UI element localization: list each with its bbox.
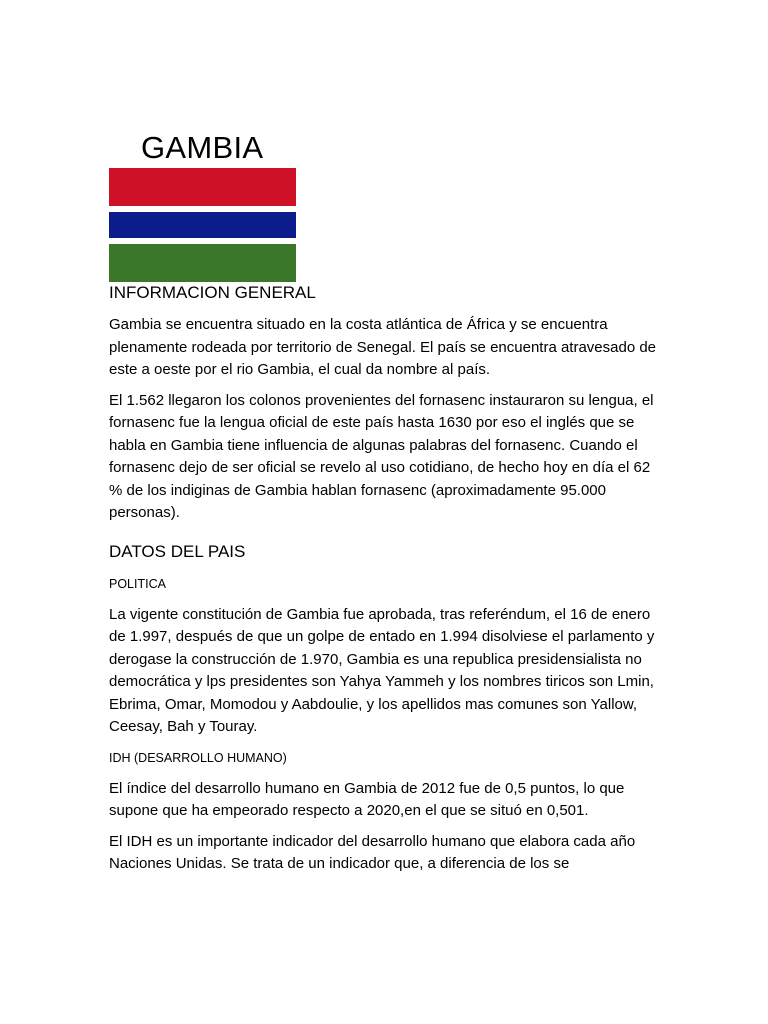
flag-blue-stripe bbox=[109, 212, 296, 238]
paragraph-idh-valor: El índice del desarrollo humano en Gambia de 2012 fue de 0,5 puntos, lo que supone que ha empeorado respecto a 2020,en el que se situó en 0,501. bbox=[109, 779, 625, 819]
flag-green-stripe bbox=[109, 244, 296, 282]
page-title: GAMBIA bbox=[141, 130, 264, 165]
paragraph-historia-lengua: El 1.562 llegaron los colonos provenientes del fornasenc instauraron su lengua, el fornasenc fue la lengua oficial de este país hasta 1630 por eso el inglés que se habla en Gambia tiene influencia de algunas palabras del fornasenc. Cuando el fornasenc dejo de ser oficial se revelo al uso cotidiano, de hecho hoy en día el 62 % de los indiginas de Gambia hablan fornasenc (aproximadamente 95.000 personas). bbox=[109, 391, 654, 521]
document-body bbox=[109, 280, 659, 876]
paragraph-politica: La vigente constitución de Gambia fue aprobada, tras referéndum, el 16 de enero de 1.997, después de que un golpe de entado en 1.994 disolviese el parlamento y derogase la construcción de 1.970, Gambia es una republica presidensialista no democrática y lps presidentes son Yahya Yammeh y los nombres tiricos son Lmin, Ebrima, Omar, Momodou y Aabdoulie, y los apellidos mas comunes son Yallow, Ceesay, Bah y Touray. bbox=[109, 605, 655, 735]
section-heading-datos-del-pais: DATOS DEL PAIS bbox=[109, 541, 246, 561]
paragraph-geografia: Gambia se encuentra situado en la costa atlántica de África y se encuentra plenamente rodeada por territorio de Senegal. El país se encuentra atravesado de este a oeste por el rio Gambia, el cual da nombre al país. bbox=[109, 316, 657, 378]
section-heading-informacion-general: INFORMACION GENERAL bbox=[109, 283, 316, 302]
gambia-flag-image bbox=[109, 168, 296, 282]
flag-red-stripe bbox=[109, 168, 296, 206]
subsection-heading-idh: IDH (DESARROLLO HUMANO) bbox=[109, 750, 287, 765]
paragraph-idh-definicion: El IDH es un importante indicador del desarrollo humano que elabora cada año Naciones Unidas. Se trata de un indicador que, a diferencia de los se bbox=[109, 832, 636, 872]
subsection-heading-politica: POLITICA bbox=[109, 576, 166, 591]
